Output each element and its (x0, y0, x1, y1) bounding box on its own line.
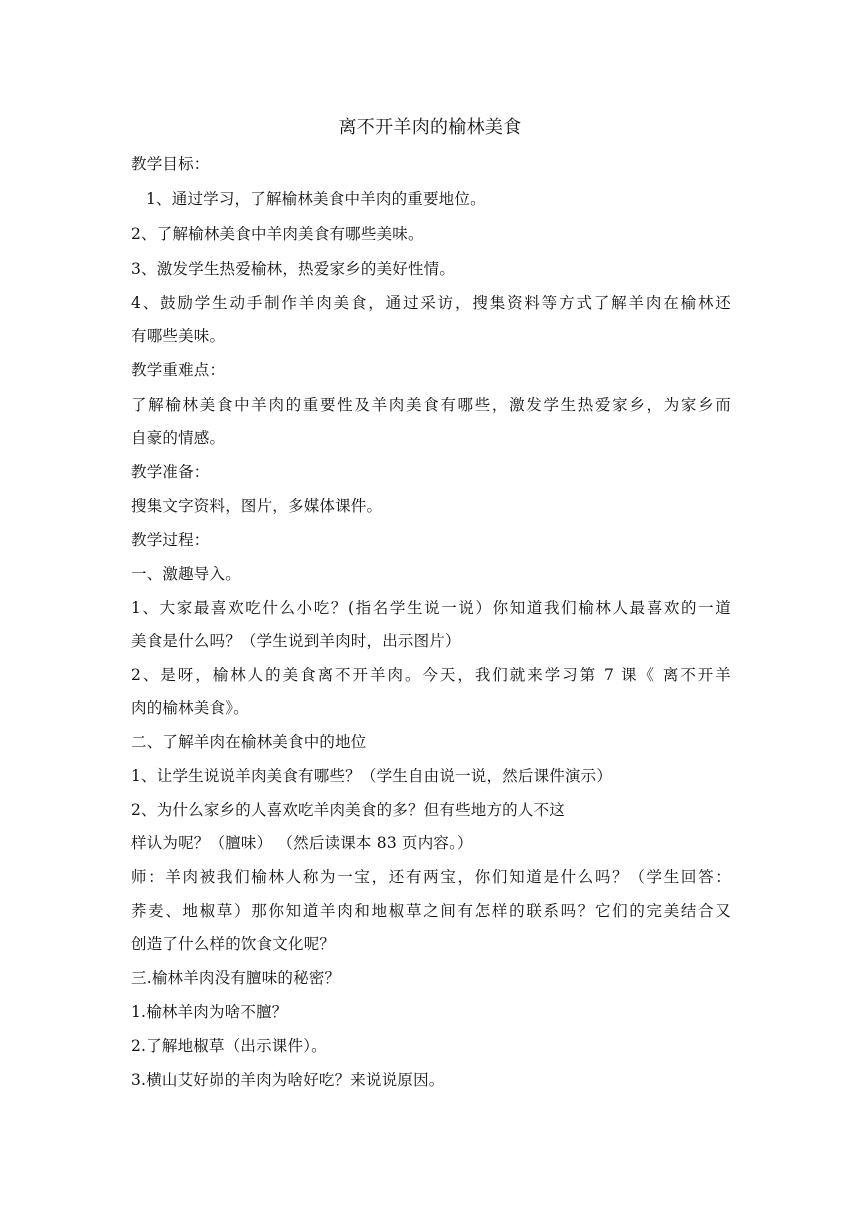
text-line: 2、为什么家乡的人喜欢吃羊肉美食的多？但有些地方的人不这 (131, 801, 565, 819)
text-line: 4、鼓励学生动手制作羊肉美食，通过采访，搜集资料等方式了解羊肉在榆林还 (131, 294, 731, 312)
text-line: 有哪些美味。 (131, 327, 226, 345)
text-line: 了解榆林美食中羊肉的重要性及羊肉美食有哪些，激发学生热爱家乡，为家乡而 (131, 396, 731, 414)
text-line-key-points-heading: 教学重难点： (131, 361, 226, 379)
text-line-process-heading: 教学过程： (131, 531, 210, 549)
text-line: 3、激发学生热爱榆林，热爱家乡的美好性情。 (131, 260, 456, 278)
text-line: 2、是呀，榆林人的美食离不开羊肉。今天，我们就来学习第 7 课《 离不开羊 (131, 666, 731, 684)
text-line: 创造了什么样的饮食文化呢？ (131, 935, 336, 953)
text-line-objectives-heading: 教学目标： (131, 155, 210, 173)
text-line: 1、让学生说说羊肉美食有哪些？（学生自由说一说，然后课件演示） (131, 767, 613, 785)
text-line-section-heading: 一、激趣导入。 (131, 565, 241, 583)
text-line: 1.榆林羊肉为啥不膻？ (131, 1003, 288, 1021)
text-line: 美食是什么吗？（学生说到羊肉时，出示图片） (131, 632, 461, 650)
text-line: 师：羊肉被我们榆林人称为一宝，还有两宝，你们知道是什么吗？（学生回答： (131, 868, 731, 886)
text-line: 肉的榆林美食》。 (131, 699, 249, 717)
text-line: 荞麦、地椒草）那你知道羊肉和地椒草之间有怎样的联系吗？它们的完美结合又 (131, 902, 731, 920)
text-line: 1、通过学习，了解榆林美食中羊肉的重要地位。 (146, 190, 486, 208)
text-line: 2、了解榆林美食中羊肉美食有哪些美味。 (131, 225, 424, 243)
text-line: 样认为呢？（膻味） （然后读课本 83 页内容。） (131, 834, 473, 852)
document-title: 离不开羊肉的榆林美食 (338, 117, 522, 138)
text-line: 2.了解地椒草（出示课件）。 (131, 1037, 327, 1055)
text-line-section-heading: 三.榆林羊肉没有膻味的秘密？ (131, 969, 341, 987)
text-line: 1、大家最喜欢吃什么小吃？(指名学生说一说）你知道我们榆林人最喜欢的一道 (131, 599, 731, 617)
text-line: 自豪的情感。 (131, 429, 226, 447)
text-line-preparation-heading: 教学准备： (131, 463, 210, 481)
text-line: 3.横山艾好峁的羊肉为啥好吃？来说说原因。 (131, 1071, 445, 1089)
text-line-section-heading: 二、了解羊肉在榆林美食中的地位 (131, 733, 367, 751)
text-line: 搜集文字资料，图片，多媒体课件。 (131, 497, 383, 515)
